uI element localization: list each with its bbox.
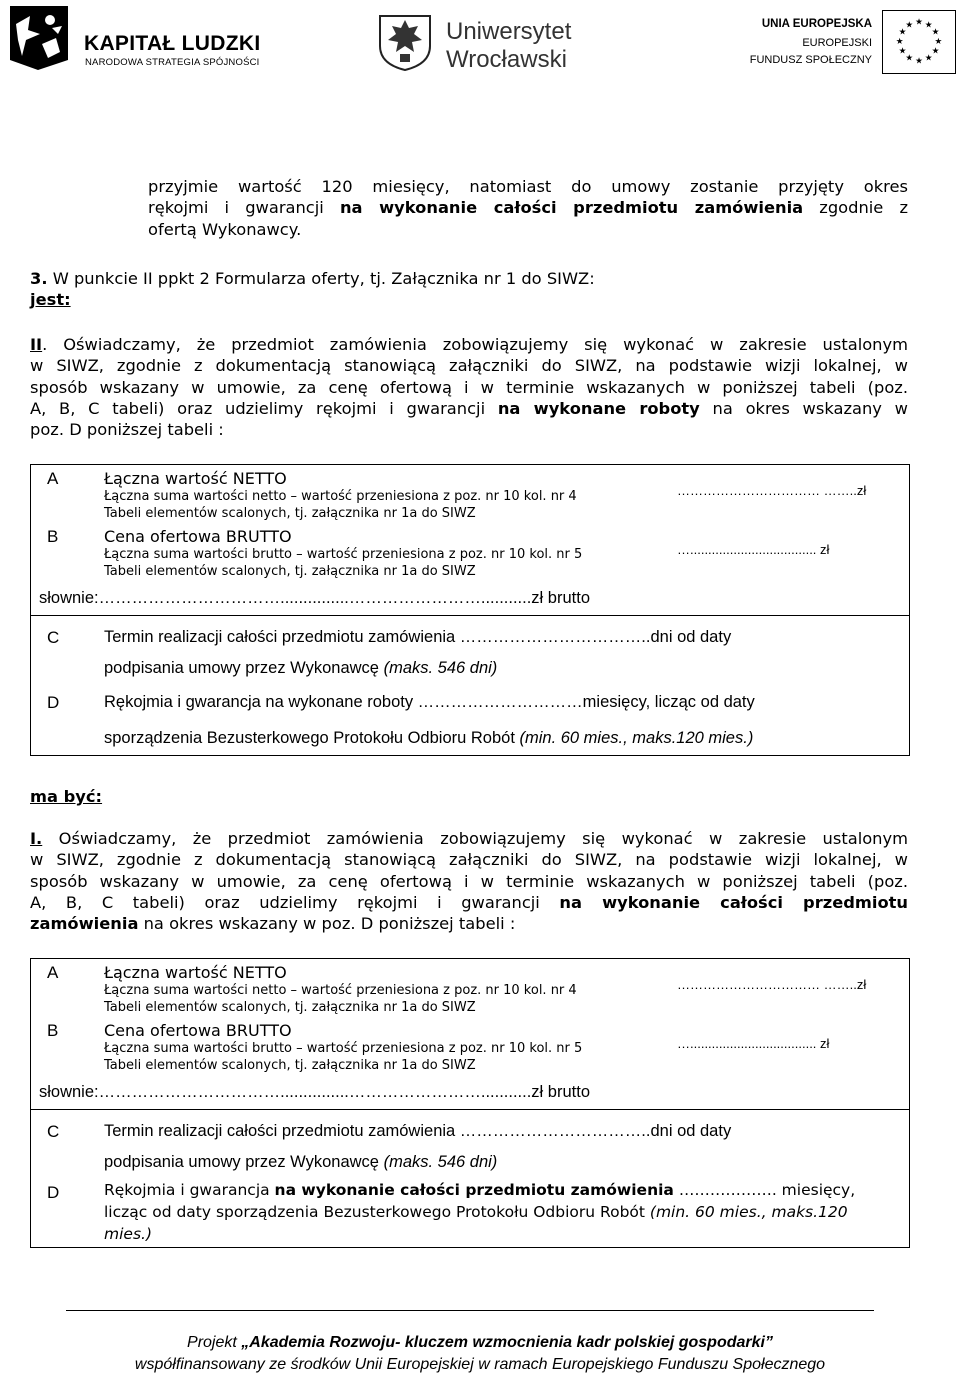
- row-c-line-1: Termin realizacji całości przedmiotu zamówienia ……………………………..dni od daty: [104, 1122, 732, 1140]
- intro-line-2: [148, 197, 908, 218]
- row-b-value-field[interactable]: …................................... zł: [677, 542, 830, 557]
- kapital-ludzki-title: KAPITAŁ LUDZKI: [84, 32, 261, 55]
- ma-byc-heading: [30, 786, 102, 807]
- row-a-description-1: Łączna suma wartości netto – wartość przeniesiona z poz. nr 10 kol. nr 4: [104, 489, 577, 504]
- table-divider: [31, 1109, 909, 1110]
- row-d-letter: D: [47, 693, 60, 712]
- kapital-ludzki-flag-icon: [8, 4, 70, 72]
- section-jest-line-3: sposób wskazany w umowie, za cenę ofertową i w terminie wskazanych w poniższej tabeli (poz.: [30, 377, 908, 397]
- row-d-line-1: [104, 1181, 855, 1199]
- row-b-letter: B: [47, 1021, 59, 1040]
- university-name-line2: Wrocławski: [446, 46, 567, 73]
- efs-line1: EUROPEJSKI: [802, 37, 872, 49]
- section-jest-line-4: [30, 398, 908, 419]
- university-name-line1: Uniwersytet: [446, 18, 572, 45]
- section-ma-byc-line-1-text: Oświadczamy, że przedmiot zamówienia zobowiązujemy się wykonać w zakresie ustalonym: [42, 829, 908, 848]
- row-a-description-2: Tabeli elementów scalonych, tj. załącznika nr 1a do SIWZ: [104, 1000, 476, 1015]
- row-b-value-field[interactable]: …................................... zł: [677, 1036, 830, 1051]
- row-d-line-1-start: Rękojmia i gwarancja: [104, 1181, 275, 1199]
- section-ma-byc-line-2: w SIWZ, zgodnie z dokumentacją stanowiącą załączniki do SIWZ, na podstawie wizji lokalnej, w: [30, 850, 908, 870]
- footer-project-line: [0, 1334, 960, 1352]
- section-ma-byc-line-3: sposób wskazany w umowie, za cenę ofertową i w terminie wskazanych w poniższej tabeli (poz.: [30, 871, 908, 891]
- footer-project-prefix: Projekt: [187, 1334, 242, 1351]
- svg-text:★: ★: [898, 46, 907, 57]
- table-ma-byc: [30, 958, 910, 1248]
- row-d-line-1-bold: na wykonanie całości przedmiotu zamówienia: [274, 1181, 674, 1199]
- section-ma-byc-paragraph: [30, 828, 908, 934]
- section-jest-line-1: [30, 334, 908, 355]
- row-b-description-2: Tabeli elementów scalonych, tj. załącznika nr 1a do SIWZ: [104, 1058, 476, 1073]
- intro-line-1: przyjmie wartość 120 miesięcy, natomiast do umowy zostanie przyjęty okres: [148, 177, 908, 196]
- row-c-max-days: (maks. 546 dni): [383, 659, 498, 677]
- row-d-line-1-emph: na wykonane roboty: [265, 693, 414, 711]
- jest-heading: [30, 289, 910, 310]
- svg-text:★: ★: [934, 36, 943, 47]
- eu-name: UNIA EUROPEJSKA: [761, 18, 872, 30]
- efs-line2: FUNDUSZ SPOŁECZNY: [749, 54, 872, 66]
- kapital-ludzki-subtitle: NARODOWA STRATEGIA SPÓJNOŚCI: [85, 57, 260, 68]
- row-c-letter: C: [47, 1122, 60, 1141]
- footer-funding-line: współfinansowany ze środków Unii Europejskiej w ramach Europejskiego Funduszu Społecznego: [134, 1356, 826, 1373]
- row-d-line-1-end: …………………………miesięcy, licząc od daty: [413, 693, 755, 711]
- row-a-description-2: Tabeli elementów scalonych, tj. załącznika nr 1a do SIWZ: [104, 506, 476, 521]
- footer-divider: [66, 1310, 874, 1311]
- intro-paragraph: [148, 176, 908, 240]
- row-a-value-field[interactable]: …………………………… ……..zł: [677, 483, 867, 498]
- footer-project-title: „Akademia Rozwoju- kluczem wzmocnienia kadr polskiej gospodarki”: [241, 1334, 773, 1351]
- row-d-line-1: [104, 693, 755, 712]
- section-jest-line-1-text: . Oświadczamy, że przedmiot zamówienia zobowiązujemy się wykonać w zakresie ustalonym: [42, 335, 908, 354]
- svg-text:★: ★: [895, 36, 904, 47]
- row-d-line-1-end: ………………. miesięcy,: [673, 1181, 856, 1199]
- svg-text:★: ★: [905, 20, 914, 31]
- row-d-line-2-text: licząc od daty sporządzenia Bezusterkowego Protokołu Odbioru Robót: [104, 1203, 650, 1221]
- row-d-line-3: [104, 1225, 152, 1243]
- section-ma-byc-number: I.: [30, 829, 43, 848]
- intro-line-2-bold: na wykonanie całości przedmiotu zamówienia: [339, 198, 804, 218]
- row-b-description-2: Tabeli elementów scalonych, tj. załącznika nr 1a do SIWZ: [104, 564, 476, 579]
- row-c-letter: C: [47, 628, 60, 647]
- row-b-heading: Cena ofertowa BRUTTO: [104, 1021, 292, 1040]
- svg-text:★: ★: [924, 20, 933, 31]
- row-a-heading: Łączna wartość NETTO: [104, 963, 287, 982]
- svg-text:★: ★: [931, 27, 940, 38]
- svg-text:★: ★: [915, 17, 923, 28]
- section-ma-byc-line-4: [30, 892, 908, 913]
- point-3: [30, 268, 910, 311]
- table-jest: [30, 464, 910, 756]
- section-jest-line-5: poz. D poniższej tabeli :: [30, 420, 224, 440]
- section-ma-byc-line-4-bold: na wykonanie całości przedmiotu: [559, 892, 908, 912]
- svg-text:★: ★: [905, 53, 914, 64]
- section-jest-line-4-bold: na wykonane roboty: [497, 398, 700, 418]
- section-ma-byc-line-4-start: A, B, C tabeli) oraz udzielimy rękojmi i gwarancji: [30, 892, 560, 912]
- university-crest-icon: [376, 10, 434, 72]
- section-ma-byc-line-5-bold: zamówienia: [30, 914, 139, 934]
- section-jest-line-2: w SIWZ, zgodnie z dokumentacją stanowiącą załączniki do SIWZ, na podstawie wizji lokalnej, w: [30, 356, 908, 376]
- intro-line-2-start: rękojmi i gwarancji: [148, 198, 340, 218]
- section-ma-byc-line-5: [30, 913, 908, 934]
- ma-byc-label: ma być:: [30, 787, 103, 806]
- svg-text:★: ★: [898, 27, 907, 38]
- row-a-description-1: Łączna suma wartości netto – wartość przeniesiona z poz. nr 10 kol. nr 4: [104, 983, 577, 998]
- svg-text:★: ★: [931, 46, 940, 57]
- section-ma-byc-line-5-text: na okres wskazany w poz. D poniższej tabeli :: [138, 914, 516, 934]
- row-c-line-2: [104, 659, 497, 678]
- row-c-line-2: [104, 1153, 497, 1172]
- point-3-text: W punkcie II ppkt 2 Formularza oferty, tj. Załącznika nr 1 do SIWZ:: [47, 269, 595, 288]
- intro-line-2-end: zgodnie z: [803, 198, 908, 218]
- row-c-line-2-text: podpisania umowy przez Wykonawcę: [104, 1153, 384, 1171]
- row-d-range: (min. 60 mies., maks.120 mies.): [519, 729, 754, 747]
- row-b-letter: B: [47, 527, 59, 546]
- intro-line-3: ofertą Wykonawcy.: [148, 219, 302, 239]
- row-d-line-2: [104, 729, 753, 748]
- row-b-description-1: Łączna suma wartości brutto – wartość przeniesiona z poz. nr 10 kol. nr 5: [104, 1041, 583, 1056]
- row-d-range-end: mies.): [104, 1225, 152, 1243]
- section-jest-paragraph: [30, 334, 908, 440]
- row-b-description-1: Łączna suma wartości brutto – wartość przeniesiona z poz. nr 10 kol. nr 5: [104, 547, 583, 562]
- row-a-value-field[interactable]: …………………………… ……..zł: [677, 977, 867, 992]
- eu-flag-icon: [882, 10, 956, 74]
- slownie-field[interactable]: słownie:……………………………...............……………………...........zł brutto: [39, 589, 590, 607]
- point-3-line: [30, 268, 910, 289]
- svg-text:★: ★: [915, 56, 923, 67]
- slownie-field[interactable]: słownie:……………………………...............……………………...........zł brutto: [39, 1083, 590, 1101]
- kapital-ludzki-logo: [8, 4, 278, 74]
- row-a-letter: A: [47, 469, 59, 488]
- point-3-number: 3.: [30, 269, 48, 288]
- row-c-line-2-text: podpisania umowy przez Wykonawcę: [104, 659, 384, 677]
- row-d-letter: D: [47, 1183, 60, 1202]
- unia-europejska-logo: [722, 8, 956, 78]
- section-jest-line-4-start: A, B, C tabeli) oraz udzielimy rękojmi i gwarancji: [30, 398, 498, 418]
- row-c-line-1: Termin realizacji całości przedmiotu zamówienia ……………………………..dni od daty: [104, 628, 732, 646]
- svg-text:★: ★: [924, 53, 933, 64]
- row-d-line-2: [104, 1203, 848, 1221]
- row-d-line-2-text: sporządzenia Bezusterkowego Protokołu Odbioru Robót: [104, 729, 520, 747]
- jest-label: jest:: [30, 290, 71, 310]
- row-d-line-1-start: Rękojmia i gwarancja: [104, 693, 266, 711]
- row-c-max-days: (maks. 546 dni): [383, 1153, 498, 1171]
- section-jest-number: II: [30, 335, 43, 354]
- section-jest-line-4-end: na okres wskazany w: [699, 398, 908, 418]
- uniwersytet-wroclawski-logo: [376, 10, 586, 72]
- section-ma-byc-line-1: [30, 828, 908, 849]
- row-b-heading: Cena ofertowa BRUTTO: [104, 527, 292, 546]
- row-d-range: (min. 60 mies., maks.120: [649, 1203, 848, 1221]
- row-a-heading: Łączna wartość NETTO: [104, 469, 287, 488]
- row-a-letter: A: [47, 963, 59, 982]
- table-divider: [31, 615, 909, 616]
